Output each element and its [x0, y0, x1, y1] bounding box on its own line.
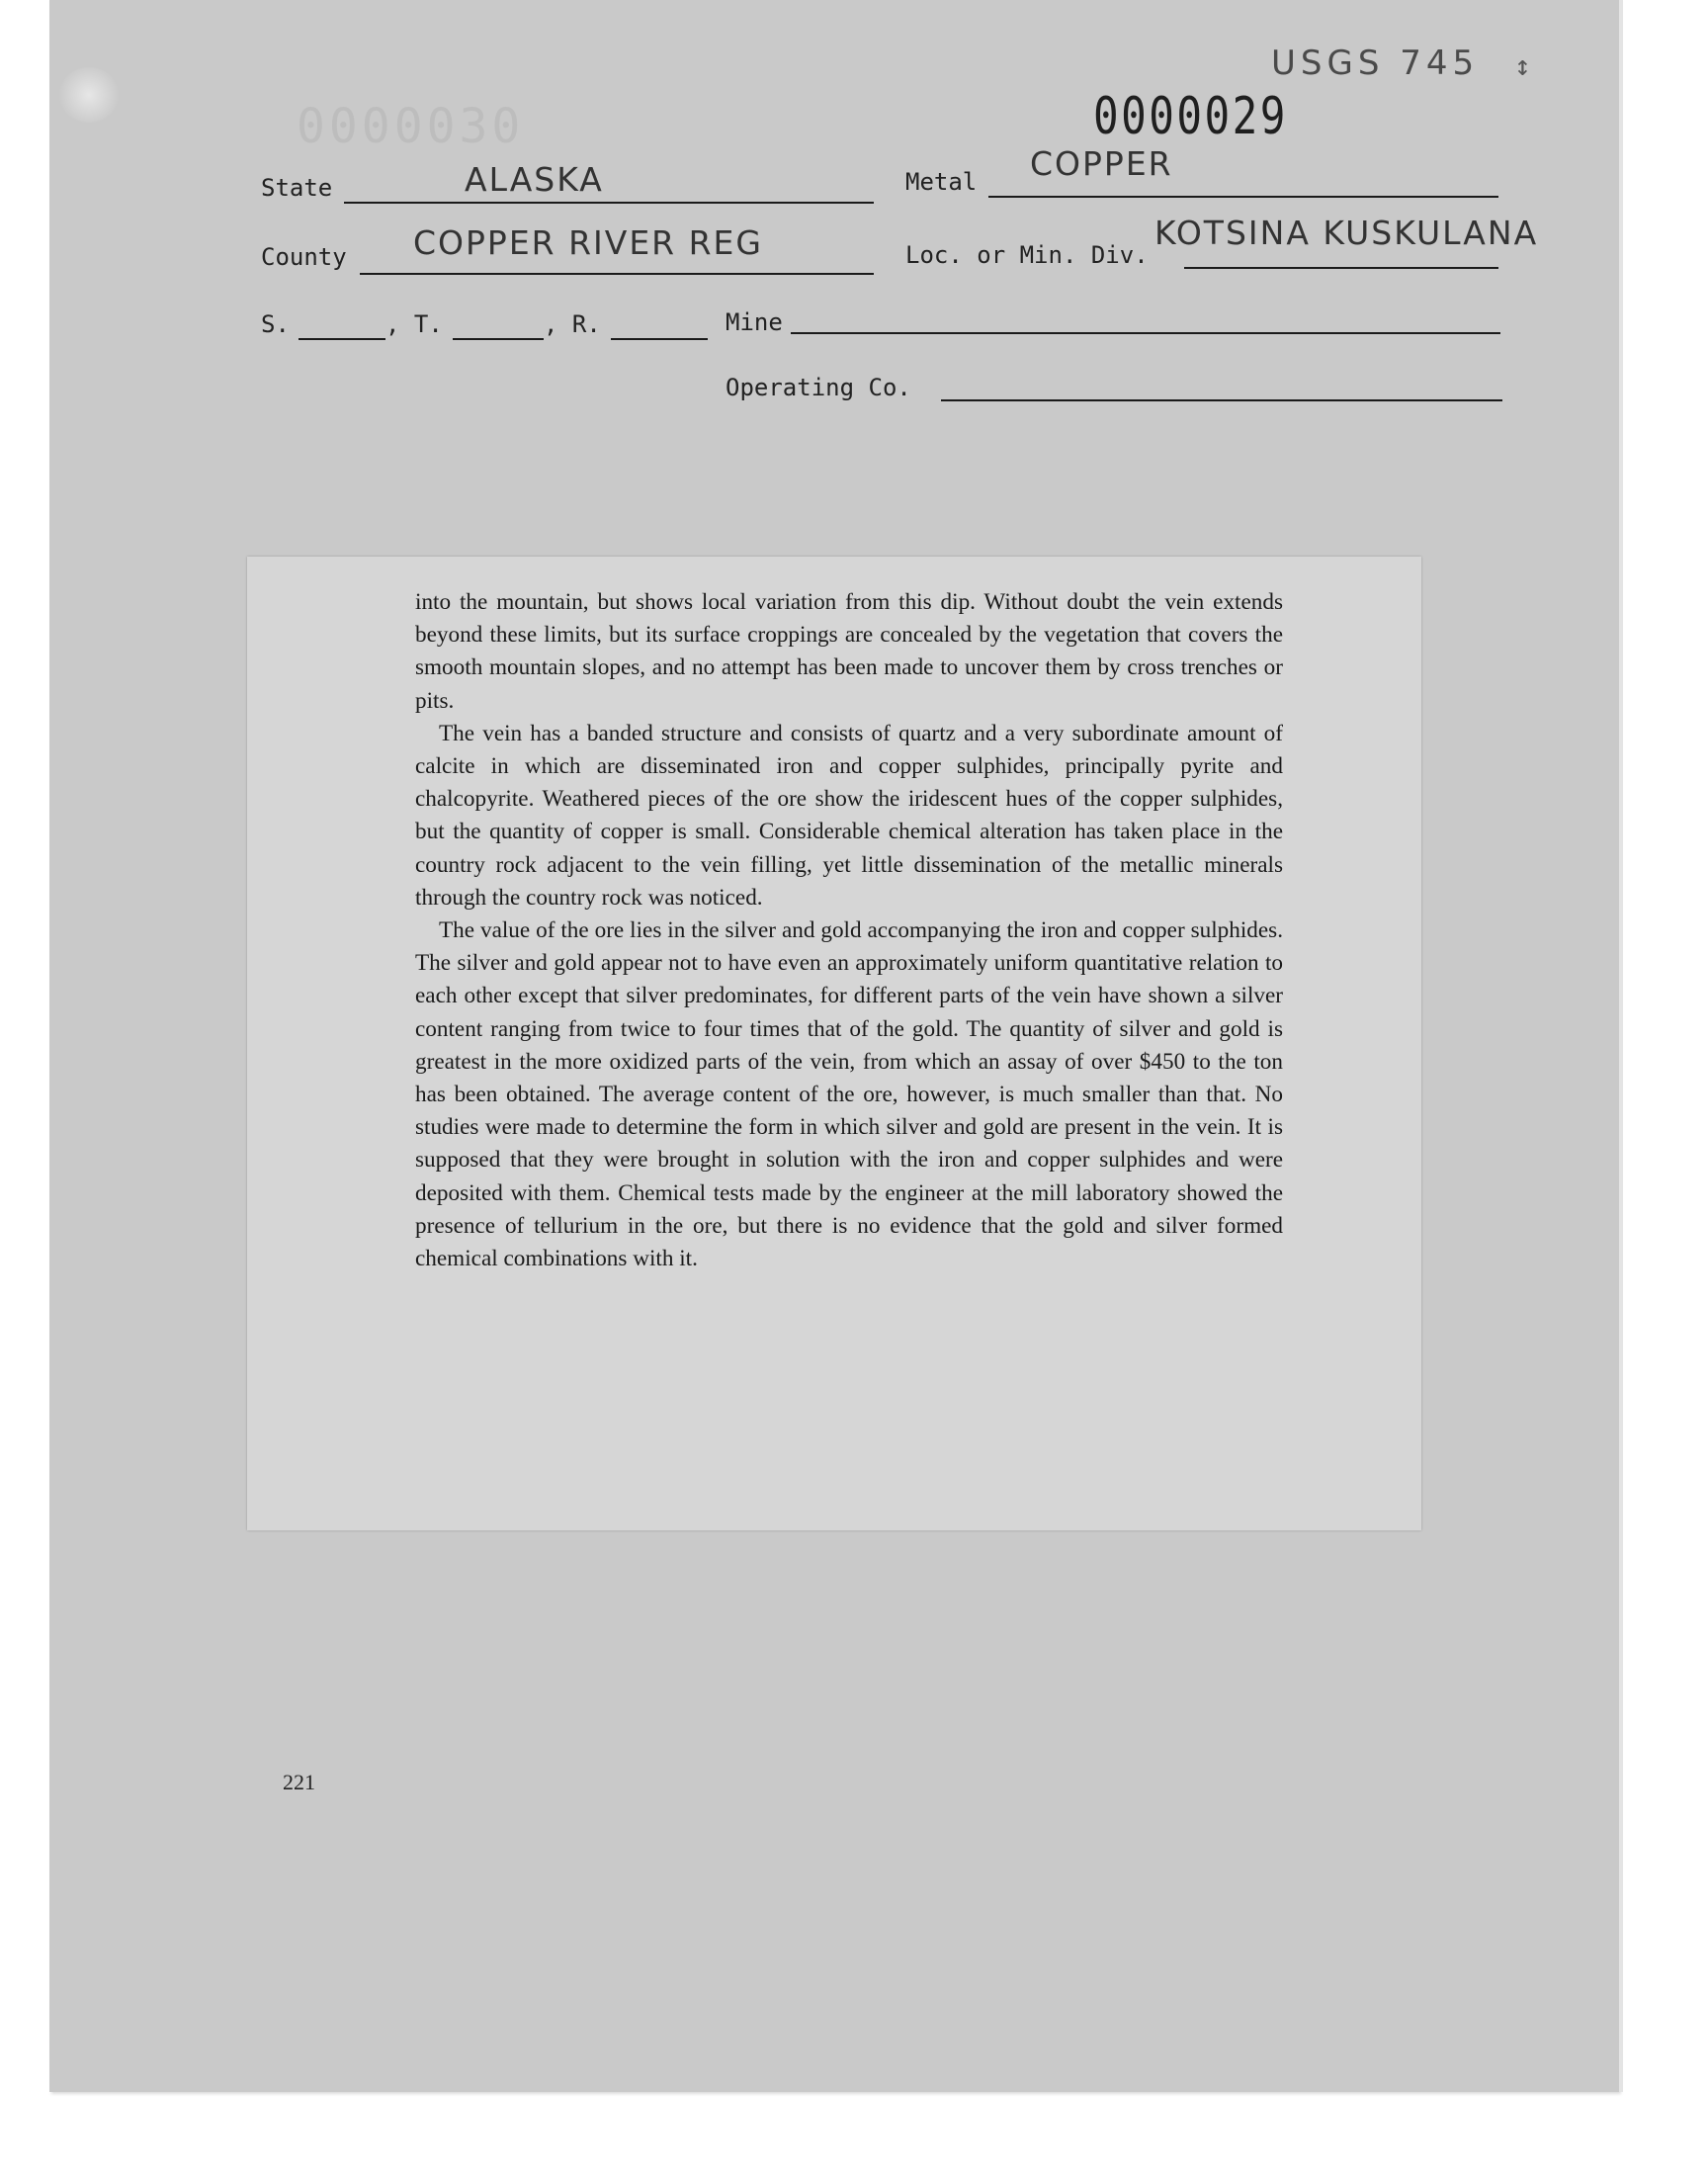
- county-underline: [360, 273, 874, 275]
- faded-record-number: 0000030: [297, 99, 525, 154]
- card-edge: [1619, 0, 1623, 2092]
- state-underline: [344, 202, 874, 204]
- county-value: COPPER RIVER REG: [413, 223, 763, 262]
- township-underline: [453, 338, 544, 340]
- mine-underline: [791, 332, 1500, 334]
- clipping-paragraph-3: The value of the ore lies in the silver and gold accompanying the iron and copper sulphides. The silver and gold appear not to have even an approximately uniform quantitative relation to each other except that silver predominates, for different parts of the vein have shown a silver content ranging from twice to four times that of the gold. The quantity of silver and gold is greatest in the more oxidized parts of the vein, from which an assay of over $450 to the ton has been obtained. The average content of the ore, however, is much smaller than that. No studies were made to determine the form in which silver and gold are present in the vein. It is supposed that they were brought in solution with the iron and copper sulphides and were deposited with them. Chemical tests made by the engineer at the mill laboratory showed the presence of tellurium in the ore, but there is no evidence that the gold and silver formed chemical combinations with it.: [415, 917, 1283, 1272]
- record-number: 0000029: [1093, 87, 1288, 146]
- clipping-paragraph-1: into the mountain, but shows local variation from this dip. Without doubt the vein extends beyond these limits, but its surface croppings are concealed by the vegetation that covers the smooth mountain slopes, and no attempt has been made to uncover them by cross trenches or pits.: [415, 589, 1283, 714]
- metal-value: COPPER: [1030, 144, 1173, 183]
- clipping-text: [415, 586, 1283, 1275]
- township-label: , T.: [385, 310, 443, 338]
- clipping-paragraph-2: The vein has a banded structure and consists of quartz and a very subordinate amount of calcite in which are disseminated iron and copper sulphides, principally pyrite and chalcopyrite. Weathered pieces of the ore show the iridescent hues of the copper sulphides, but the quantity of copper is small. Considerable chemical alteration has taken place in the country rock adjacent to the vein filling, yet little dissemination of the metallic minerals through the country rock was noticed.: [415, 720, 1283, 911]
- section-label: S.: [261, 310, 290, 338]
- state-value: ALASKA: [465, 160, 604, 199]
- metal-underline: [988, 196, 1498, 198]
- loc-label: Loc. or Min. Div.: [905, 241, 1149, 269]
- loc-underline: [1184, 267, 1498, 269]
- pasted-text-clipping: [247, 557, 1421, 1530]
- range-label: , R.: [544, 310, 601, 338]
- page-number: 221: [283, 1770, 315, 1794]
- smudge-mark: [59, 67, 119, 123]
- section-underline: [299, 338, 385, 340]
- usgs-stamp: USGS 745: [1271, 44, 1480, 83]
- county-label: County: [261, 243, 347, 271]
- loc-value: KOTSINA KUSKULANA: [1154, 214, 1539, 252]
- state-label: State: [261, 174, 333, 202]
- operating-co-label: Operating Co.: [726, 374, 911, 401]
- operating-co-underline: [941, 399, 1502, 401]
- range-underline: [611, 338, 708, 340]
- mine-label: Mine: [726, 308, 783, 336]
- usgs-stamp-mark: ↕: [1514, 49, 1531, 82]
- metal-label: Metal: [905, 168, 978, 196]
